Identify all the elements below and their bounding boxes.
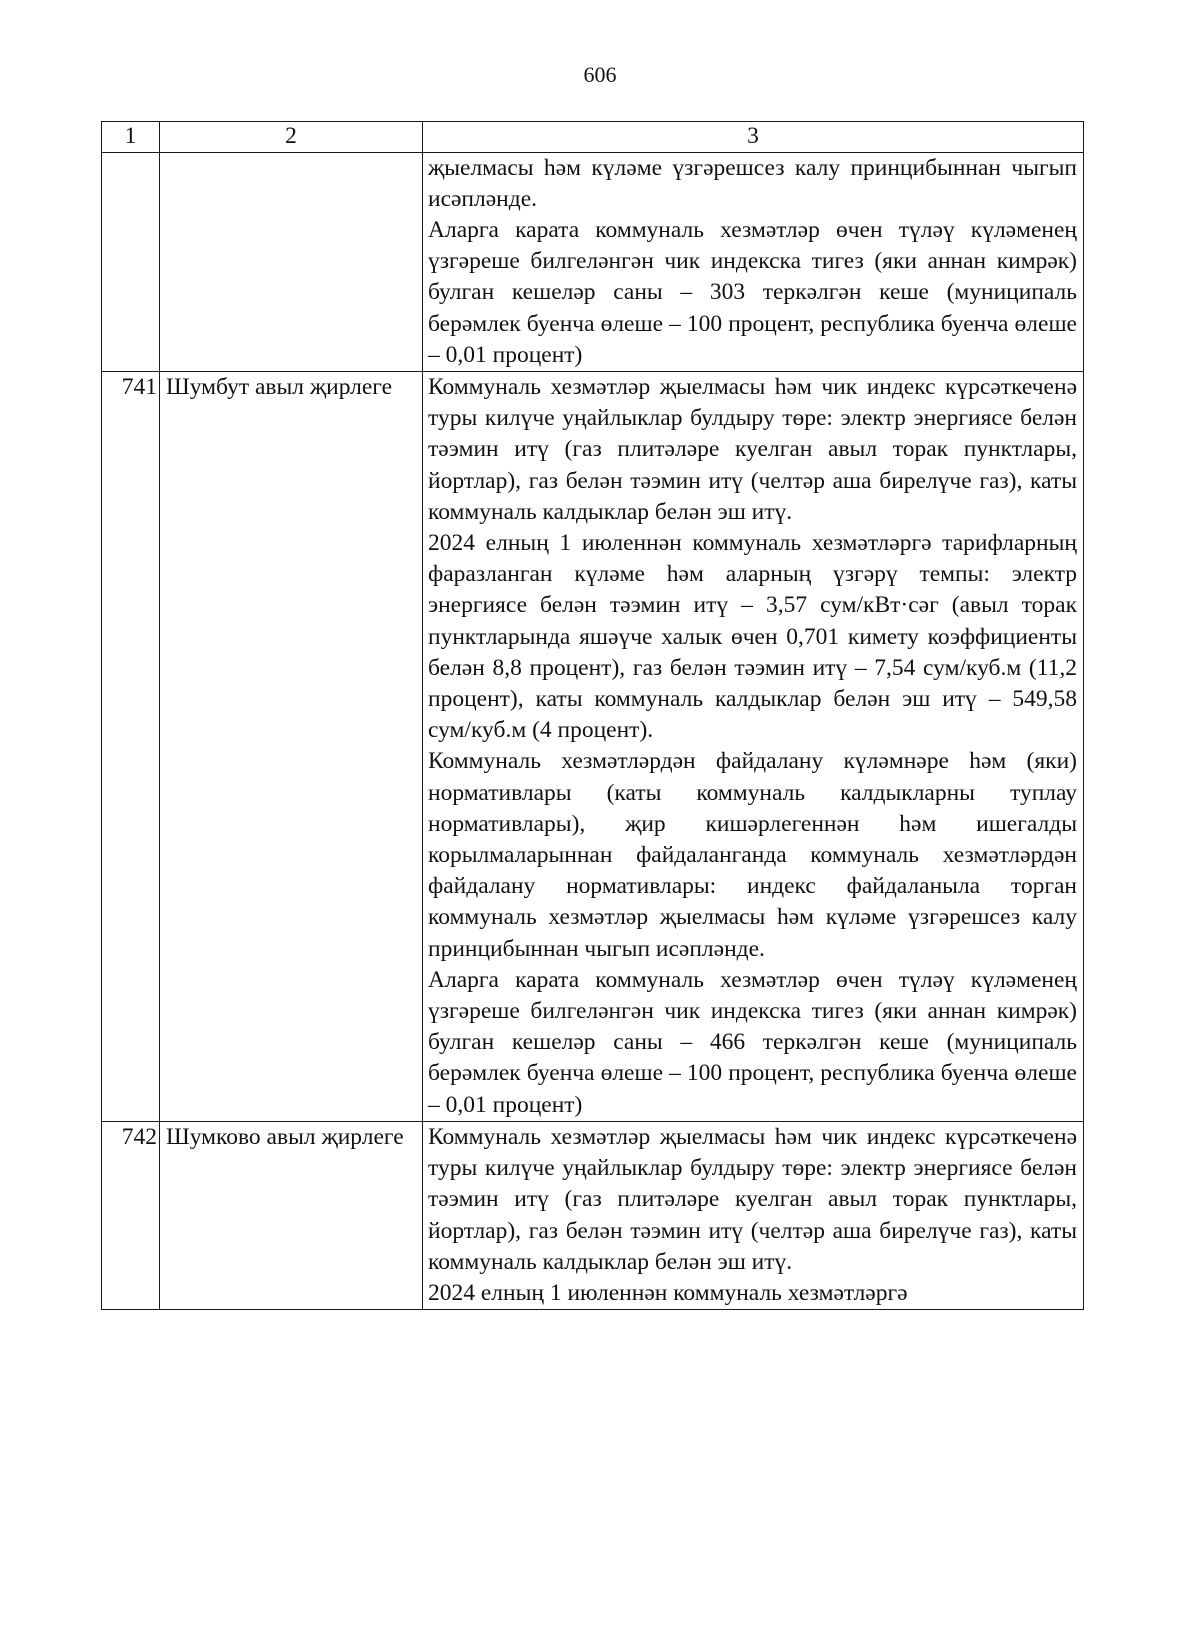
table-row	[102, 1121, 1084, 1309]
paragraph: Коммуналь хезмәтләр җыелмасы һәм чик индекс күрсәткеченә туры килүче уңайлыклар булдыру төре: электр энергиясе белән тәэмин итү (газ плитәләре куелган авыл торак пунктлары, йортлар), газ белән тәэмин итү (челтәр аша бирелүче газ), каты коммуналь калдыклар белән эш итү.	[428, 1123, 1077, 1275]
table-row	[102, 153, 1084, 372]
tariff-table	[101, 121, 1084, 1310]
row-description	[423, 1121, 1084, 1309]
row-number	[102, 153, 160, 372]
paragraph: Аларга карата коммуналь хезмәтләр өчен түләү күләменең үзгәреше билгеләнгән чик индекска тигез (яки аннан кимрәк) булган кешеләр саны – 303 теркәлгән кеше (муниципаль берәмлек буенча өлеше – 100 процент, республика буенча өлеше – 0,01 процент)	[428, 217, 1077, 368]
paragraph: җыелмасы һәм күләме үзгәрешсез калу принцибыннан чыгып исәпләнде.	[428, 155, 1077, 213]
header-col-2: 2	[160, 122, 423, 153]
table-row	[102, 372, 1084, 1122]
row-number: 742	[102, 1121, 160, 1309]
page-number: 606	[583, 62, 617, 87]
row-number: 741	[102, 372, 160, 1122]
settlement-name: Шумбут авыл җирлеге	[160, 372, 423, 1122]
paragraph: Коммуналь хезмәтләрдән файдалану күләмнәре һәм (яки) нормативлары (каты коммуналь калдыкларны туплау нормативлары), җир кишәрлегеннән һәм ишегалды корылмаларыннан файдаланганда коммуналь хезмәтләрдән файдалану нормативлары: индекс файдаланыла торган коммуналь хезмәтләр җыелмасы һәм күләме үзгәрешсез калу принцибыннан чыгып исәпләнде.	[428, 748, 1077, 962]
paragraph: Аларга карата коммуналь хезмәтләр өчен түләү күләменең үзгәреше билгеләнгән чик индекска тигез (яки аннан кимрәк) булган кешеләр саны – 466 теркәлгән кеше (муниципаль берәмлек буенча өлеше – 100 процент, республика буенча өлеше – 0,01 процент)	[428, 966, 1077, 1118]
header-col-3: 3	[423, 122, 1084, 153]
table-header-row	[102, 122, 1084, 153]
row-description	[423, 372, 1084, 1122]
settlement-name: Шумково авыл җирлеге	[160, 1121, 423, 1309]
paragraph: 2024 елның 1 июленнән коммуналь хезмәтләргә	[428, 1279, 908, 1306]
header-col-1: 1	[102, 122, 160, 153]
paragraph: Коммуналь хезмәтләр җыелмасы һәм чик индекс күрсәткеченә туры килүче уңайлыклар булдыру төре: электр энергиясе белән тәэмин итү (газ плитәләре куелган авыл торак пунктлары, йортлар), газ белән тәэмин итү (челтәр аша бирелүче газ), каты коммуналь калдыклар белән эш итү.	[428, 374, 1077, 525]
settlement-name	[160, 153, 423, 372]
paragraph: 2024 елның 1 июленнән коммуналь хезмәтләргә тарифларның фаразланган күләме һәм аларның үзгәрү темпы: электр энергиясе белән тәэмин итү – 3,57 сум/кВт·сәг (авыл торак пунктларында яшәүче халык өчен 0,701 кимету коэффициенты белән 8,8 процент), газ белән тәэмин итү – 7,54 сум/куб.м (11,2 процент), каты коммуналь калдыклар белән эш итү – 549,58 сум/куб.м (4 процент).	[428, 530, 1077, 744]
row-description	[423, 153, 1084, 372]
